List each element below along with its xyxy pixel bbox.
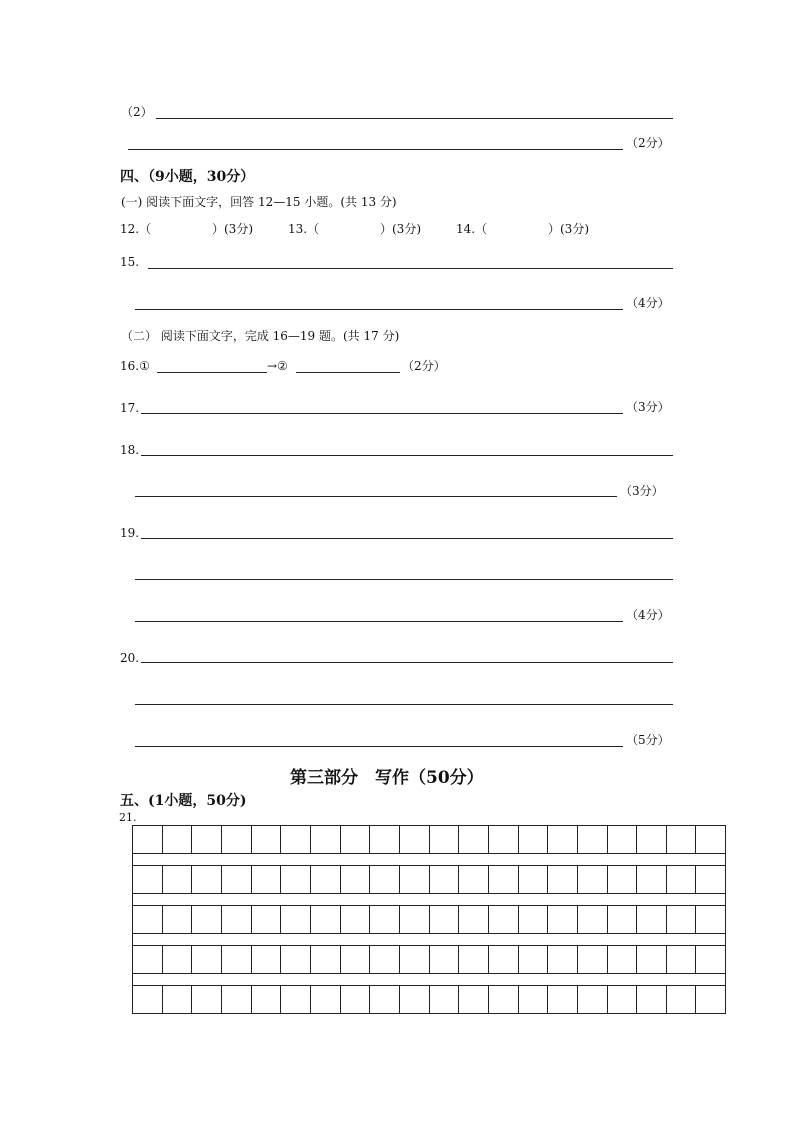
q16-blank-1[interactable]	[157, 372, 267, 373]
grid-cell[interactable]	[667, 986, 697, 1013]
grid-cell[interactable]	[222, 906, 252, 933]
grid-cell[interactable]	[133, 986, 163, 1013]
grid-cell[interactable]	[430, 906, 460, 933]
grid-cell[interactable]	[637, 946, 667, 973]
grid-row-gap	[132, 974, 726, 985]
grid-cell[interactable]	[252, 986, 282, 1013]
grid-cell[interactable]	[667, 906, 697, 933]
section4-header: 四、（9小题，30分）	[120, 169, 255, 185]
grid-cell[interactable]	[489, 946, 519, 973]
q16-label: 16.①	[120, 359, 150, 373]
grid-cell[interactable]	[637, 866, 667, 893]
grid-cell[interactable]	[548, 866, 578, 893]
grid-cell[interactable]	[163, 986, 193, 1013]
grid-row	[132, 865, 726, 894]
grid-cell[interactable]	[370, 866, 400, 893]
grid-cell[interactable]	[489, 906, 519, 933]
grid-cell[interactable]	[519, 946, 549, 973]
grid-cell[interactable]	[281, 826, 311, 853]
grid-cell[interactable]	[578, 906, 608, 933]
grid-row-gap	[132, 854, 726, 865]
grid-cell[interactable]	[192, 866, 222, 893]
grid-cell[interactable]	[341, 826, 371, 853]
grid-cell[interactable]	[696, 906, 725, 933]
q2-answer-line-1[interactable]	[156, 118, 673, 119]
q19-score: （4分）	[626, 608, 670, 622]
grid-cell[interactable]	[400, 866, 430, 893]
grid-cell[interactable]	[192, 946, 222, 973]
grid-cell[interactable]	[489, 866, 519, 893]
q13-close: ）(3分)	[380, 222, 421, 236]
grid-cell[interactable]	[548, 986, 578, 1013]
grid-cell[interactable]	[281, 946, 311, 973]
grid-cell[interactable]	[608, 866, 638, 893]
grid-cell[interactable]	[400, 906, 430, 933]
grid-cell[interactable]	[608, 986, 638, 1013]
grid-cell[interactable]	[341, 866, 371, 893]
q15-score: （4分）	[626, 296, 670, 310]
grid-cell[interactable]	[608, 906, 638, 933]
grid-cell[interactable]	[637, 826, 667, 853]
q17-answer-line[interactable]	[141, 413, 623, 414]
grid-cell[interactable]	[519, 826, 549, 853]
grid-row	[132, 985, 726, 1014]
q20-answer-line-2[interactable]	[135, 704, 673, 705]
q18-score: （3分）	[620, 484, 664, 498]
grid-cell[interactable]	[578, 866, 608, 893]
part3-title: 第三部分 写作（50分）	[290, 768, 484, 788]
grid-cell[interactable]	[696, 986, 725, 1013]
grid-cell[interactable]	[430, 986, 460, 1013]
q19-answer-line-1[interactable]	[141, 538, 673, 539]
q21-label: 21.	[119, 811, 137, 824]
grid-cell[interactable]	[696, 866, 725, 893]
grid-cell[interactable]	[192, 906, 222, 933]
grid-cell[interactable]	[637, 986, 667, 1013]
grid-cell[interactable]	[311, 946, 341, 973]
q19-answer-line-2[interactable]	[135, 579, 673, 580]
grid-cell[interactable]	[696, 826, 725, 853]
grid-cell[interactable]	[281, 986, 311, 1013]
grid-cell[interactable]	[519, 986, 549, 1013]
grid-row	[132, 945, 726, 974]
grid-cell[interactable]	[400, 946, 430, 973]
grid-cell[interactable]	[192, 986, 222, 1013]
grid-cell[interactable]	[548, 826, 578, 853]
grid-cell[interactable]	[370, 986, 400, 1013]
grid-cell[interactable]	[370, 906, 400, 933]
grid-cell[interactable]	[281, 866, 311, 893]
grid-cell[interactable]	[696, 946, 725, 973]
q12-label: 12.（	[120, 222, 152, 236]
grid-cell[interactable]	[608, 946, 638, 973]
grid-cell[interactable]	[637, 906, 667, 933]
grid-cell[interactable]	[163, 946, 193, 973]
grid-cell[interactable]	[311, 986, 341, 1013]
grid-cell[interactable]	[341, 946, 371, 973]
grid-cell[interactable]	[459, 866, 489, 893]
grid-cell[interactable]	[133, 866, 163, 893]
grid-cell[interactable]	[667, 866, 697, 893]
q16-score: （2分）	[402, 359, 446, 373]
grid-cell[interactable]	[252, 906, 282, 933]
q12-close: ）(3分)	[212, 222, 253, 236]
grid-cell[interactable]	[578, 946, 608, 973]
q2-part-label: （2）	[121, 105, 153, 119]
grid-cell[interactable]	[667, 946, 697, 973]
grid-cell[interactable]	[400, 986, 430, 1013]
grid-row	[132, 905, 726, 934]
grid-cell[interactable]	[667, 826, 697, 853]
grid-cell[interactable]	[311, 866, 341, 893]
q18-answer-line-1[interactable]	[141, 455, 673, 456]
grid-cell[interactable]	[430, 946, 460, 973]
grid-cell[interactable]	[459, 946, 489, 973]
grid-cell[interactable]	[548, 946, 578, 973]
q20-answer-line-1[interactable]	[141, 662, 673, 663]
grid-cell[interactable]	[370, 826, 400, 853]
grid-row	[132, 825, 726, 854]
grid-cell[interactable]	[430, 826, 460, 853]
grid-cell[interactable]	[578, 826, 608, 853]
grid-cell[interactable]	[459, 826, 489, 853]
q14-close: ）(3分)	[548, 222, 589, 236]
part1-intro: (一) 阅读下面文字，回答 12—15 小题。(共 13 分)	[121, 195, 397, 209]
grid-cell[interactable]	[341, 906, 371, 933]
grid-cell[interactable]	[252, 826, 282, 853]
q15-answer-line-1[interactable]	[148, 268, 673, 269]
grid-cell[interactable]	[222, 866, 252, 893]
grid-cell[interactable]	[311, 826, 341, 853]
grid-cell[interactable]	[163, 826, 193, 853]
grid-cell[interactable]	[222, 826, 252, 853]
q20-label: 20.	[120, 651, 140, 665]
grid-cell[interactable]	[459, 986, 489, 1013]
q17-label: 17.	[120, 401, 140, 415]
q16-blank-2[interactable]	[296, 372, 400, 373]
grid-cell[interactable]	[252, 946, 282, 973]
grid-cell[interactable]	[163, 906, 193, 933]
grid-cell[interactable]	[133, 826, 163, 853]
grid-row-gap	[132, 934, 726, 945]
grid-cell[interactable]	[222, 986, 252, 1013]
grid-cell[interactable]	[163, 866, 193, 893]
q2-score: （2分）	[626, 136, 670, 150]
q2-answer-line-2[interactable]	[128, 149, 623, 150]
q20-score: （5分）	[626, 733, 670, 747]
grid-cell[interactable]	[459, 906, 489, 933]
part2-intro: （二） 阅读下面文字，完成 16—19 题。(共 17 分)	[121, 329, 400, 343]
grid-cell[interactable]	[489, 826, 519, 853]
grid-cell[interactable]	[400, 826, 430, 853]
grid-cell[interactable]	[489, 986, 519, 1013]
grid-cell[interactable]	[311, 906, 341, 933]
q19-answer-line-3[interactable]	[135, 621, 623, 622]
q16-arrow: →②	[267, 359, 288, 373]
grid-cell[interactable]	[519, 906, 549, 933]
section5-header: 五、(1小题，50分)	[120, 793, 247, 809]
grid-cell[interactable]	[341, 986, 371, 1013]
grid-cell[interactable]	[370, 946, 400, 973]
grid-cell[interactable]	[281, 906, 311, 933]
grid-cell[interactable]	[133, 906, 163, 933]
grid-cell[interactable]	[252, 866, 282, 893]
q13-label: 13.（	[288, 222, 320, 236]
grid-cell[interactable]	[578, 986, 608, 1013]
grid-cell[interactable]	[519, 866, 549, 893]
q18-answer-line-2[interactable]	[135, 496, 617, 497]
grid-cell[interactable]	[133, 946, 163, 973]
grid-cell[interactable]	[430, 866, 460, 893]
q14-label: 14.（	[456, 222, 488, 236]
q17-score: （3分）	[626, 400, 670, 414]
grid-cell[interactable]	[548, 906, 578, 933]
q15-label: 15.	[120, 255, 140, 269]
q20-answer-line-3[interactable]	[135, 746, 623, 747]
grid-cell[interactable]	[608, 826, 638, 853]
q19-label: 19.	[120, 526, 140, 540]
grid-cell[interactable]	[192, 826, 222, 853]
grid-cell[interactable]	[222, 946, 252, 973]
q18-label: 18.	[120, 443, 140, 457]
q15-answer-line-2[interactable]	[135, 309, 623, 310]
grid-row-gap	[132, 894, 726, 905]
